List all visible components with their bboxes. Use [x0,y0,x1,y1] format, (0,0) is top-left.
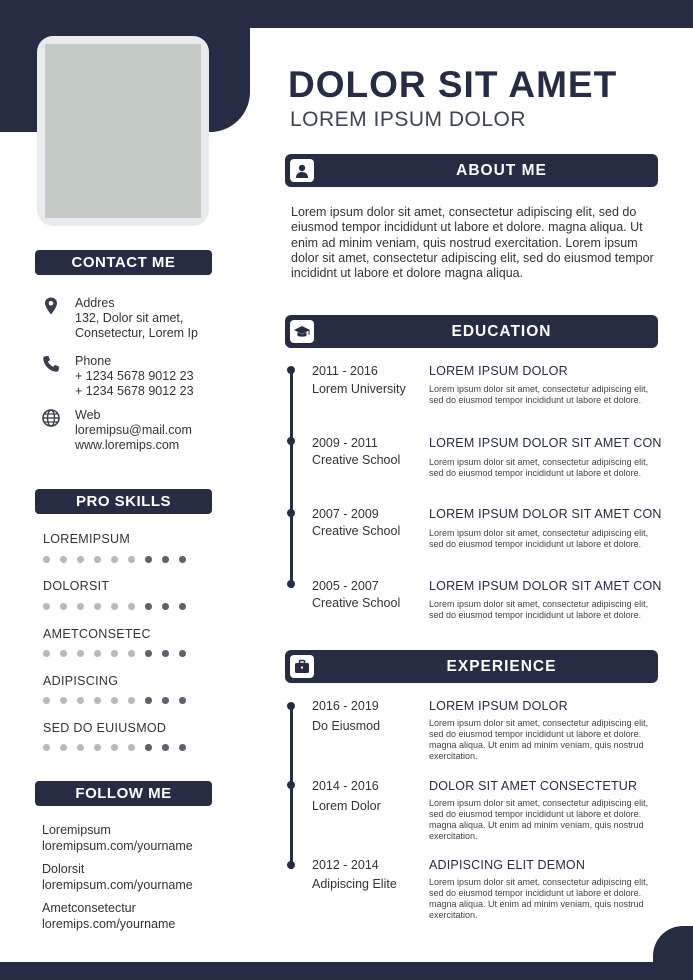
contact-line: loremipsu@mail.com [75,423,192,437]
skill-dot [162,697,169,704]
contact-label: Web [75,408,101,422]
about-icon-box [290,159,314,182]
profile-photo-frame [37,36,209,226]
timeline-dot [287,781,295,789]
skill-dot [43,603,50,610]
education-title: LOREM IPSUM DOLOR SIT AMET CON [429,507,662,521]
timeline-dot [287,366,295,374]
skill-dot [77,603,84,610]
contact-line: www.loremips.com [75,438,180,452]
contact-label: Addres [75,296,115,310]
skill-dot [162,744,169,751]
skill-dot [77,556,84,563]
experience-title: DOLOR SIT AMET CONSECTETUR [429,779,638,793]
skill-rating [43,603,186,610]
education-place: Lorem University [312,382,406,396]
education-years: 2011 - 2016 [312,364,378,378]
education-place: Creative School [312,596,401,610]
skill-dot [94,650,101,657]
follow-name: Dolorsit [42,862,85,876]
contact-line: + 1234 5678 9012 23 [75,384,194,398]
skill-dot [128,603,135,610]
experience-place: Adipiscing Elite [312,877,397,891]
education-place: Creative School [312,453,401,467]
skill-dot [94,744,101,751]
skill-dot [94,603,101,610]
education-heading-bar [285,315,658,348]
skill-dot [111,697,118,704]
experience-place: Lorem Dolor [312,799,381,813]
skill-dot [77,744,84,751]
experience-title: ADIPISCING ELIT DEMON [429,858,586,872]
skill-name: ADIPISCING [43,674,119,688]
education-desc: Lorem ipsum dolor sit amet, consectetur adipiscing elit, sed do eiusmod tempor incididunt ut labore et dolore. [429,528,649,549]
follow-heading: FOLLOW ME [35,781,212,806]
skill-dot [128,697,135,704]
education-icon-box [290,320,314,343]
education-title: LOREM IPSUM DOLOR SIT AMET CON [429,579,662,593]
skill-dot [128,744,135,751]
education-title: LOREM IPSUM DOLOR [429,364,568,378]
skill-dot [111,556,118,563]
about-heading-bar [285,154,658,187]
timeline-dot [287,702,295,710]
timeline-dot [287,580,295,588]
skill-dot [60,744,67,751]
experience-desc: Lorem ipsum dolor sit amet, consectetur adipiscing elit, sed do eiusmod tempor incididunt ut labore et dolore. magna aliqua. Ut enim ad minim veniam, quis nostrud exercitation. [429,877,649,920]
skill-dot [145,744,152,751]
skill-name: DOLORSIT [43,579,110,593]
skill-dot [43,744,50,751]
timeline-dot [287,437,295,445]
follow-name: Loremipsum [42,823,111,837]
contact-heading: CONTACT ME [35,250,212,275]
education-timeline [290,370,293,588]
skill-dot [43,556,50,563]
bottom-band [0,962,693,980]
skill-dot [145,650,152,657]
education-years: 2009 - 2011 [312,436,378,450]
skill-dot [111,603,118,610]
follow-name: Ametconsetectur [42,901,136,915]
skill-dot [145,556,152,563]
graduation-cap-icon [293,324,311,340]
experience-heading-bar [285,650,658,683]
skill-name: LOREMIPSUM [43,532,131,546]
page-title: DOLOR SIT AMET [288,64,618,105]
experience-desc: Lorem ipsum dolor sit amet, consectetur adipiscing elit, sed do eiusmod tempor incididunt ut labore et dolore. magna aliqua. Ut enim ad minim veniam, quis nostrud exercitation. [429,718,649,761]
skill-rating [43,556,186,563]
experience-desc: Lorem ipsum dolor sit amet, consectetur adipiscing elit, sed do eiusmod tempor incididunt ut labore et dolore. magna aliqua. Ut enim ad minim veniam, quis nostrud exercitation. [429,798,649,841]
contact-line: Consetectur, Lorem Ip [75,326,198,340]
skill-dot [60,603,67,610]
experience-years: 2012 - 2014 [312,858,379,872]
skill-name: SED DO EUIUSMOD [43,721,167,735]
skill-dot [111,744,118,751]
follow-item [42,822,193,854]
skill-dot [94,556,101,563]
briefcase-icon [294,659,310,674]
experience-years: 2016 - 2019 [312,699,379,713]
timeline-dot [287,509,295,517]
skill-rating [43,697,186,704]
experience-icon-box [290,655,314,678]
follow-link[interactable]: loremips.com/yourname [42,917,176,931]
skill-dot [145,697,152,704]
experience-years: 2014 - 2016 [312,779,379,793]
experience-title: LOREM IPSUM DOLOR [429,699,568,713]
user-icon [294,163,310,179]
education-desc: Lorem ipsum dolor sit amet, consectetur adipiscing elit, sed do eiusmod tempor incididunt ut labore et dolore. [429,457,649,478]
skill-dot [145,603,152,610]
profile-photo-placeholder [45,44,201,218]
phone-icon [41,354,61,374]
experience-place: Do Eiusmod [312,719,381,733]
skill-dot [43,697,50,704]
skill-dot [162,603,169,610]
skill-dot [94,697,101,704]
map-pin-icon [41,296,61,316]
bottom-right-corner [653,926,693,980]
contact-label: Phone [75,354,112,368]
skill-dot [43,650,50,657]
skills-heading: PRO SKILLS [35,489,212,514]
skill-dot [179,650,186,657]
education-heading: EDUCATION [451,322,552,340]
skill-dot [162,556,169,563]
skill-rating [43,650,186,657]
education-place: Creative School [312,524,401,538]
follow-item [42,861,193,893]
experience-heading: EXPERIENCE [446,657,557,675]
education-desc: Lorem ipsum dolor sit amet, consectetur adipiscing elit, sed do eiusmod tempor incididunt ut labore et dolore. [429,599,649,620]
skill-dot [128,650,135,657]
skill-rating [43,744,186,751]
skill-dot [179,556,186,563]
education-title: LOREM IPSUM DOLOR SIT AMET CON [429,436,662,450]
education-years: 2007 - 2009 [312,507,379,521]
skill-dot [179,603,186,610]
contact-line: + 1234 5678 9012 23 [75,369,194,383]
skill-dot [77,650,84,657]
contact-line: 132, Dolor sit amet, [75,311,184,325]
education-years: 2005 - 2007 [312,579,379,593]
skill-dot [60,556,67,563]
follow-item [42,900,175,932]
follow-link[interactable]: loremipsum.com/yourname [42,839,193,853]
about-heading: ABOUT ME [456,161,547,179]
skill-dot [179,744,186,751]
follow-link[interactable]: loremipsum.com/yourname [42,878,193,892]
education-desc: Lorem ipsum dolor sit amet, consectetur adipiscing elit, sed do eiusmod tempor incididunt ut labore et dolore. [429,384,649,405]
timeline-dot [287,861,295,869]
skill-dot [60,697,67,704]
skill-dot [60,650,67,657]
skill-dot [162,650,169,657]
skill-dot [128,556,135,563]
skill-dot [111,650,118,657]
page-subtitle: LOREM IPSUM DOLOR [290,108,527,131]
about-paragraph: Lorem ipsum dolor sit amet, consectetur adipiscing elit, sed do eiusmod tempor incididunt ut labore et dolore. magna aliqua. Ut enim ad minim veniam, quis nostrud exercitation. Lorem ipsum dolor sit amet, consectetur adipiscing elit, sed do eiusmod tempor incididnt ut labore et dolore magna aliqua. [291,205,654,281]
skill-dot [179,697,186,704]
skill-dot [77,697,84,704]
globe-icon [41,408,61,428]
skill-name: AMETCONSETEC [43,627,151,641]
